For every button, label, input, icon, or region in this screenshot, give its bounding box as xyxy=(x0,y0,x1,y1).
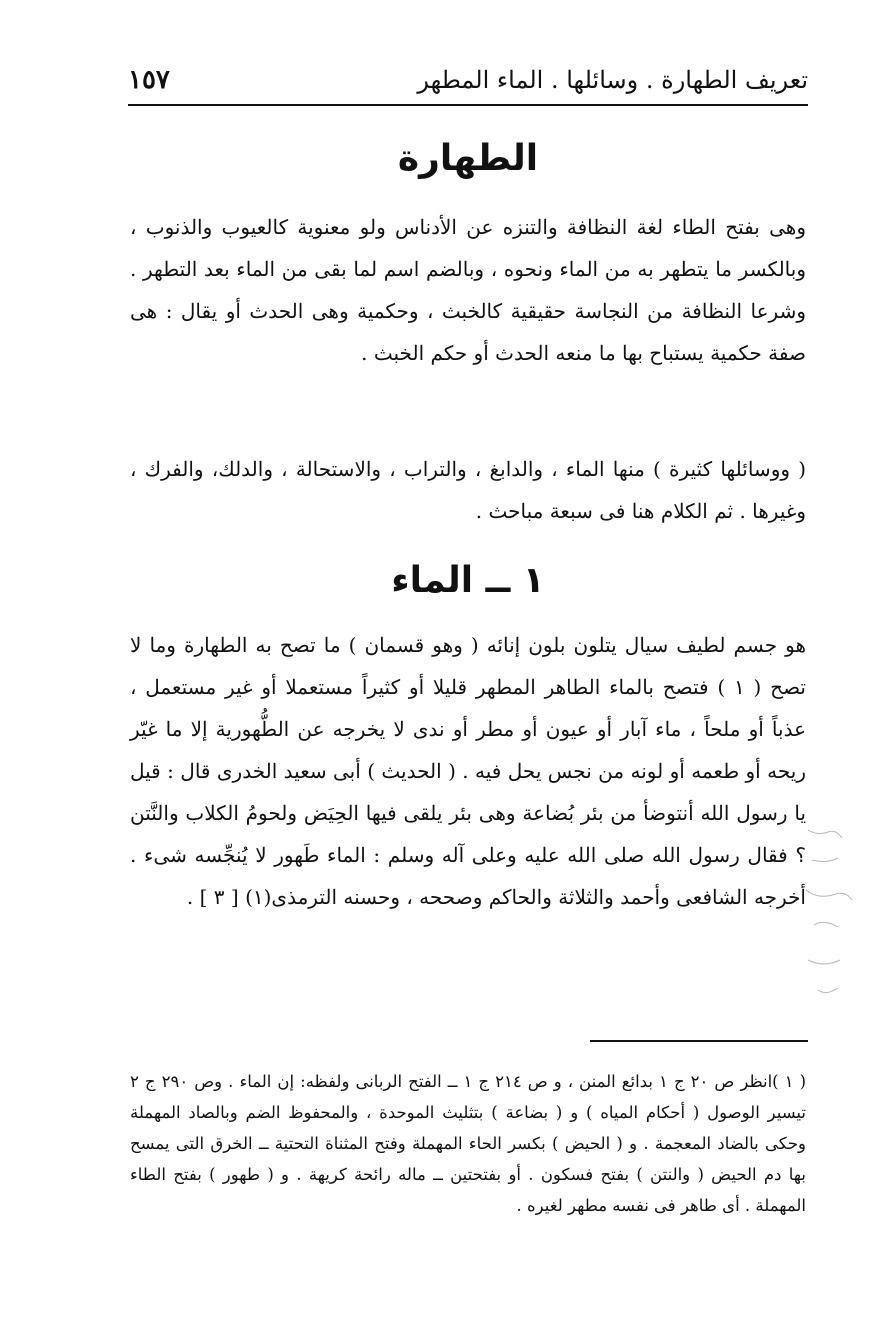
paragraph-taharah-definition: وهى بفتح الطاء لغة النظافة والتنزه عن الأدناس ولو معنوية كالعيوب والذنوب ، وبالكسر ما يتطهر به من الماء ونحوه ، وبالضم اسم لما بقى من الماء بعد التطهر . وشرعا النظافة من النجاسة حقيقية كالخبث ، وحكمية وهى الحدث أو يقال : هى صفة حكمية يستباح بها ما منعه الحدث أو حكم الخبث . xyxy=(130,215,806,365)
section-heading-taharah: الطهارة xyxy=(397,138,539,179)
margin-handwriting-mark xyxy=(800,820,860,1010)
section-heading-water: ١ ــ الماء xyxy=(391,560,545,601)
page-number: ١٥٧ xyxy=(128,65,170,95)
header-rule xyxy=(128,104,808,106)
footnote: ( ١ )انظر ص ٢٠ ج ١ بدائع المنن ، و ص ٢١٤ ج ١ ــ الفتح الربانى ولفظه: إن الماء . وص ٢٩٠ ج ٢ تيسير الوصول ( أحكام المياه ) و ( بضاعة ) بتثليث الموحدة ، والمحفوظ الضم وبالصاد المهملة وحكى بالضاد المعجمة . و ( الحيض ) بكسر الحاء المهملة وفتح المثناة التحتية ــ الخرق التى يمسح بها دم الحيض ( والنتن ) بفتح فسكون . أو بفتحتين ــ ماله رائحة كريهة . و ( طهور ) بفتح الطاء المهملة . أى طاهر فى نفسه مطهر لغيره . xyxy=(130,1072,807,1215)
paragraph-water: هو جسم لطيف سيال يتلون بلون إنائه ( وهو قسمان ) ما تصح به الطهارة وما لا تصح ( ١ ) فتصح بالماء الطاهر المطهر قليلا أو كثيراً مستعملا أو غير مستعمل ، عذباً أو ملحاً ، ماء آبار أو عيون أو مطر أو ندى لا يخرجه عن الطُّهورية إلا ما غيّر ريحه أو طعمه أو لونه من نجس يحل فيه . ( الحديث ) أبى سعيد الخدرى قال : قيل يا رسول الله أنتوضأ من بئر بُضاعة وهى بئر يلقى فيها الحِيَض ولحومُ الكلاب والنَّتن ؟ فقال رسول الله صلى الله عليه وعلى آله وسلم : الماء طَهور لا يُنجِّسه شىء . أخرجه الشافعى وأحمد والثلاثة والحاكم وصححه ، وحسنه الترمذى(١) [ ٣ ] . xyxy=(130,633,806,909)
running-header-title: تعريف الطهارة . وسائلها . الماء المطهر xyxy=(417,66,808,94)
running-header xyxy=(128,60,808,100)
footnote-rule xyxy=(590,1040,808,1042)
paragraph-taharah-means: ( ووسائلها كثيرة ) منها الماء ، والدابغ ، والتراب ، والاستحالة ، والدلك، والفرك ، وغيرها . ثم الكلام هنا فى سبعة مباحث . xyxy=(130,457,806,523)
